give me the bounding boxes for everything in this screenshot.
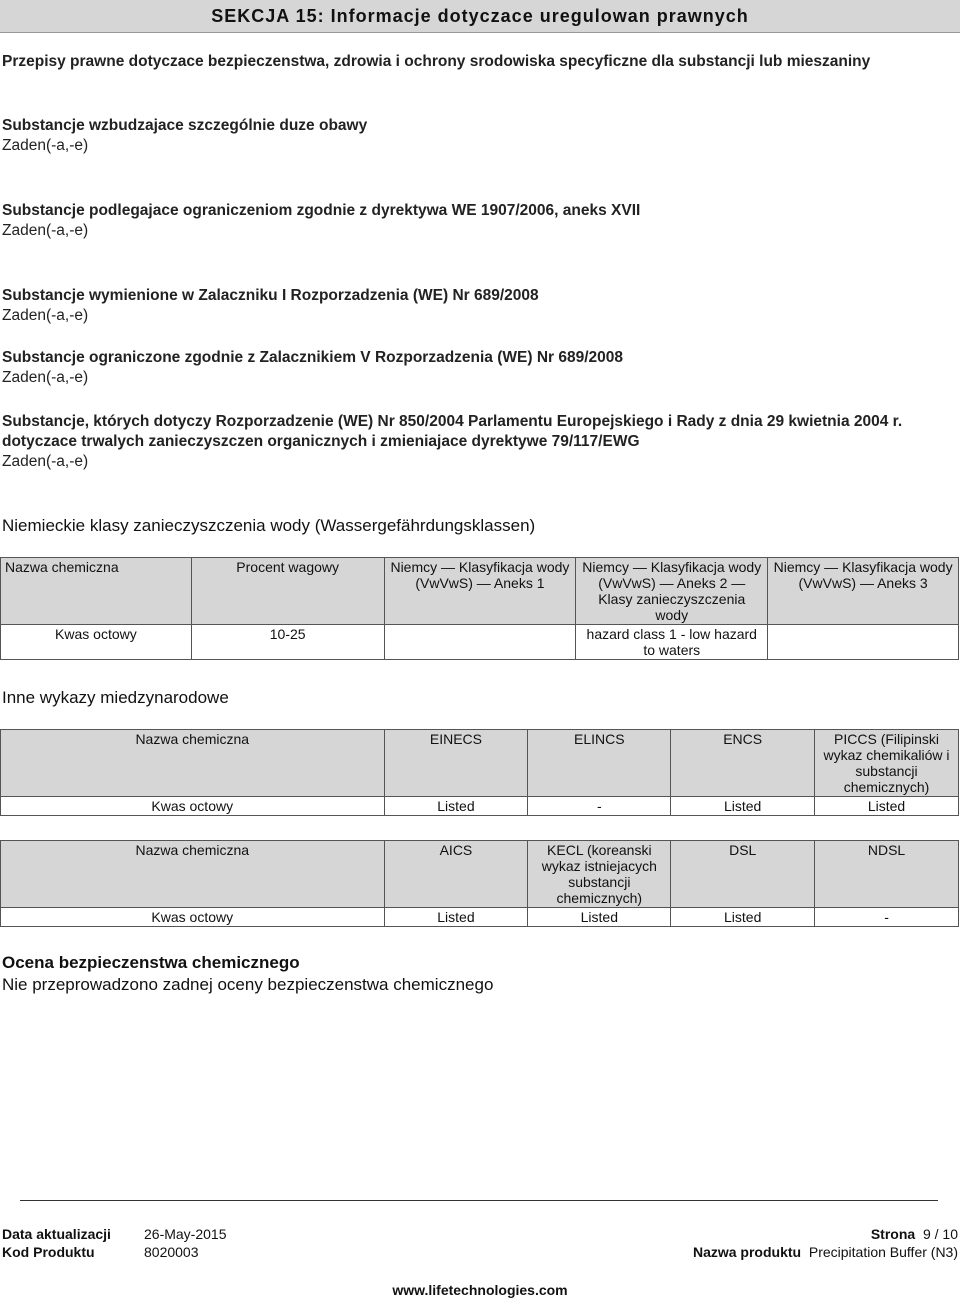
column-header: Niemcy — Klasyfikacja wody (VwVwS) — Aneks 1 bbox=[384, 558, 576, 625]
regulation-value: Zaden(-a,-e) bbox=[2, 307, 89, 324]
water-classes-table bbox=[0, 557, 959, 660]
column-header: Nazwa chemiczna bbox=[1, 730, 385, 797]
regulation-value: Zaden(-a,-e) bbox=[2, 369, 89, 386]
table-cell: - bbox=[528, 797, 671, 816]
column-header: AICS bbox=[384, 841, 528, 908]
column-header: KECL (koreanski wykaz istniejacych substancji chemicznych) bbox=[528, 841, 671, 908]
section-title: SEKCJA 15: Informacje dotyczace uregulowan prawnych bbox=[211, 5, 749, 26]
column-header: Niemcy — Klasyfikacja wody (VwVwS) — Aneks 3 bbox=[768, 558, 959, 625]
column-header: Nazwa chemiczna bbox=[1, 841, 385, 908]
table-cell: Listed bbox=[528, 908, 671, 927]
regulation-label: Substancje wzbudzajace szczególnie duze obawy bbox=[2, 117, 368, 134]
table-cell: hazard class 1 - low hazard to waters bbox=[576, 625, 768, 660]
table-row bbox=[1, 797, 959, 816]
regulation-label: Substancje, których dotyczy Rozporzadzenie (WE) Nr 850/2004 Parlamentu Europejskiego i Rady z dnia 29 kwietnia 2004 r. dotyczace trwalych zanieczyszczen organicznych i zmieniajace dyrektywe 79/117/EWG bbox=[2, 413, 903, 450]
regulation-value: Zaden(-a,-e) bbox=[2, 222, 89, 239]
column-header: Procent wagowy bbox=[191, 558, 384, 625]
column-header: Nazwa chemiczna bbox=[1, 558, 192, 625]
regulations-title: Przepisy prawne dotyczace bezpieczenstwa, zdrowia i ochrony srodowiska specyficzne dla substancji lub mieszaniny bbox=[2, 53, 871, 70]
regulation-label: Substancje podlegajace ograniczeniom zgodnie z dyrektywa WE 1907/2006, aneks XVII bbox=[2, 202, 641, 219]
footer-product-value: Precipitation Buffer (N3) bbox=[808, 1244, 958, 1260]
table-cell: Listed bbox=[384, 797, 528, 816]
regulation-label: Substancje wymienione w Zalaczniku I Rozporzadzenia (WE) Nr 689/2008 bbox=[2, 287, 539, 304]
table-row bbox=[1, 908, 959, 927]
table-cell: Kwas octowy bbox=[1, 625, 192, 660]
column-header: NDSL bbox=[815, 841, 959, 908]
regulation-item bbox=[2, 201, 640, 241]
regulation-item bbox=[2, 412, 932, 472]
assessment-text: Nie przeprowadzono zadnej oceny bezpieczenstwa chemicznego bbox=[2, 975, 494, 994]
table-cell: Listed bbox=[671, 797, 815, 816]
assessment-block bbox=[2, 952, 493, 996]
footer-page-value: 9 / 10 bbox=[922, 1226, 958, 1242]
table-cell: Listed bbox=[384, 908, 528, 927]
table-header-row bbox=[1, 558, 959, 625]
water-classes-title: Niemieckie klasy zanieczyszczenia wody (Wassergefährdungsklassen) bbox=[2, 516, 536, 535]
table-cell bbox=[768, 625, 959, 660]
table-cell: Kwas octowy bbox=[1, 797, 385, 816]
column-header: ENCS bbox=[671, 730, 815, 797]
regulation-value: Zaden(-a,-e) bbox=[2, 137, 89, 154]
footer-date-label: Data aktualizacji bbox=[2, 1226, 111, 1242]
section-header bbox=[0, 0, 960, 33]
table-header-row bbox=[1, 841, 959, 908]
table-cell: Listed bbox=[671, 908, 815, 927]
inventory-table-1 bbox=[0, 729, 959, 816]
assessment-title: Ocena bezpieczenstwa chemicznego bbox=[2, 953, 300, 972]
footer-divider bbox=[20, 1200, 938, 1201]
table-cell: Listed bbox=[815, 797, 959, 816]
regulation-label: Substancje ograniczone zgodnie z Zalacznikiem V Rozporzadzenia (WE) Nr 689/2008 bbox=[2, 349, 624, 366]
table-row bbox=[1, 625, 959, 660]
column-header: Niemcy — Klasyfikacja wody (VwVwS) — Aneks 2 — Klasy zanieczyszczenia wody bbox=[576, 558, 768, 625]
footer-page bbox=[871, 1225, 958, 1243]
international-title: Inne wykazy miedzynarodowe bbox=[2, 688, 229, 707]
table-cell: 10-25 bbox=[191, 625, 384, 660]
regulation-item bbox=[2, 116, 367, 156]
footer-page-label: Strona bbox=[870, 1226, 916, 1242]
footer-product bbox=[693, 1243, 958, 1261]
regulation-item bbox=[2, 286, 539, 326]
regulation-item bbox=[2, 348, 623, 388]
table-cell bbox=[384, 625, 576, 660]
footer-code-label: Kod Produktu bbox=[2, 1244, 95, 1260]
column-header: DSL bbox=[671, 841, 815, 908]
table-cell: - bbox=[815, 908, 959, 927]
column-header: ELINCS bbox=[528, 730, 671, 797]
regulation-value: Zaden(-a,-e) bbox=[2, 453, 89, 470]
column-header: PICCS (Filipinski wykaz chemikaliów i substancji chemicznych) bbox=[815, 730, 959, 797]
footer-date-value: 26-May-2015 bbox=[144, 1226, 227, 1242]
table-cell: Kwas octowy bbox=[1, 908, 385, 927]
column-header: EINECS bbox=[384, 730, 528, 797]
footer-product-label: Nazwa produktu bbox=[692, 1244, 802, 1260]
footer-code-value: 8020003 bbox=[144, 1244, 199, 1260]
footer-website: www.lifetechnologies.com bbox=[392, 1282, 568, 1298]
inventory-table-2 bbox=[0, 840, 959, 927]
table-header-row bbox=[1, 730, 959, 797]
